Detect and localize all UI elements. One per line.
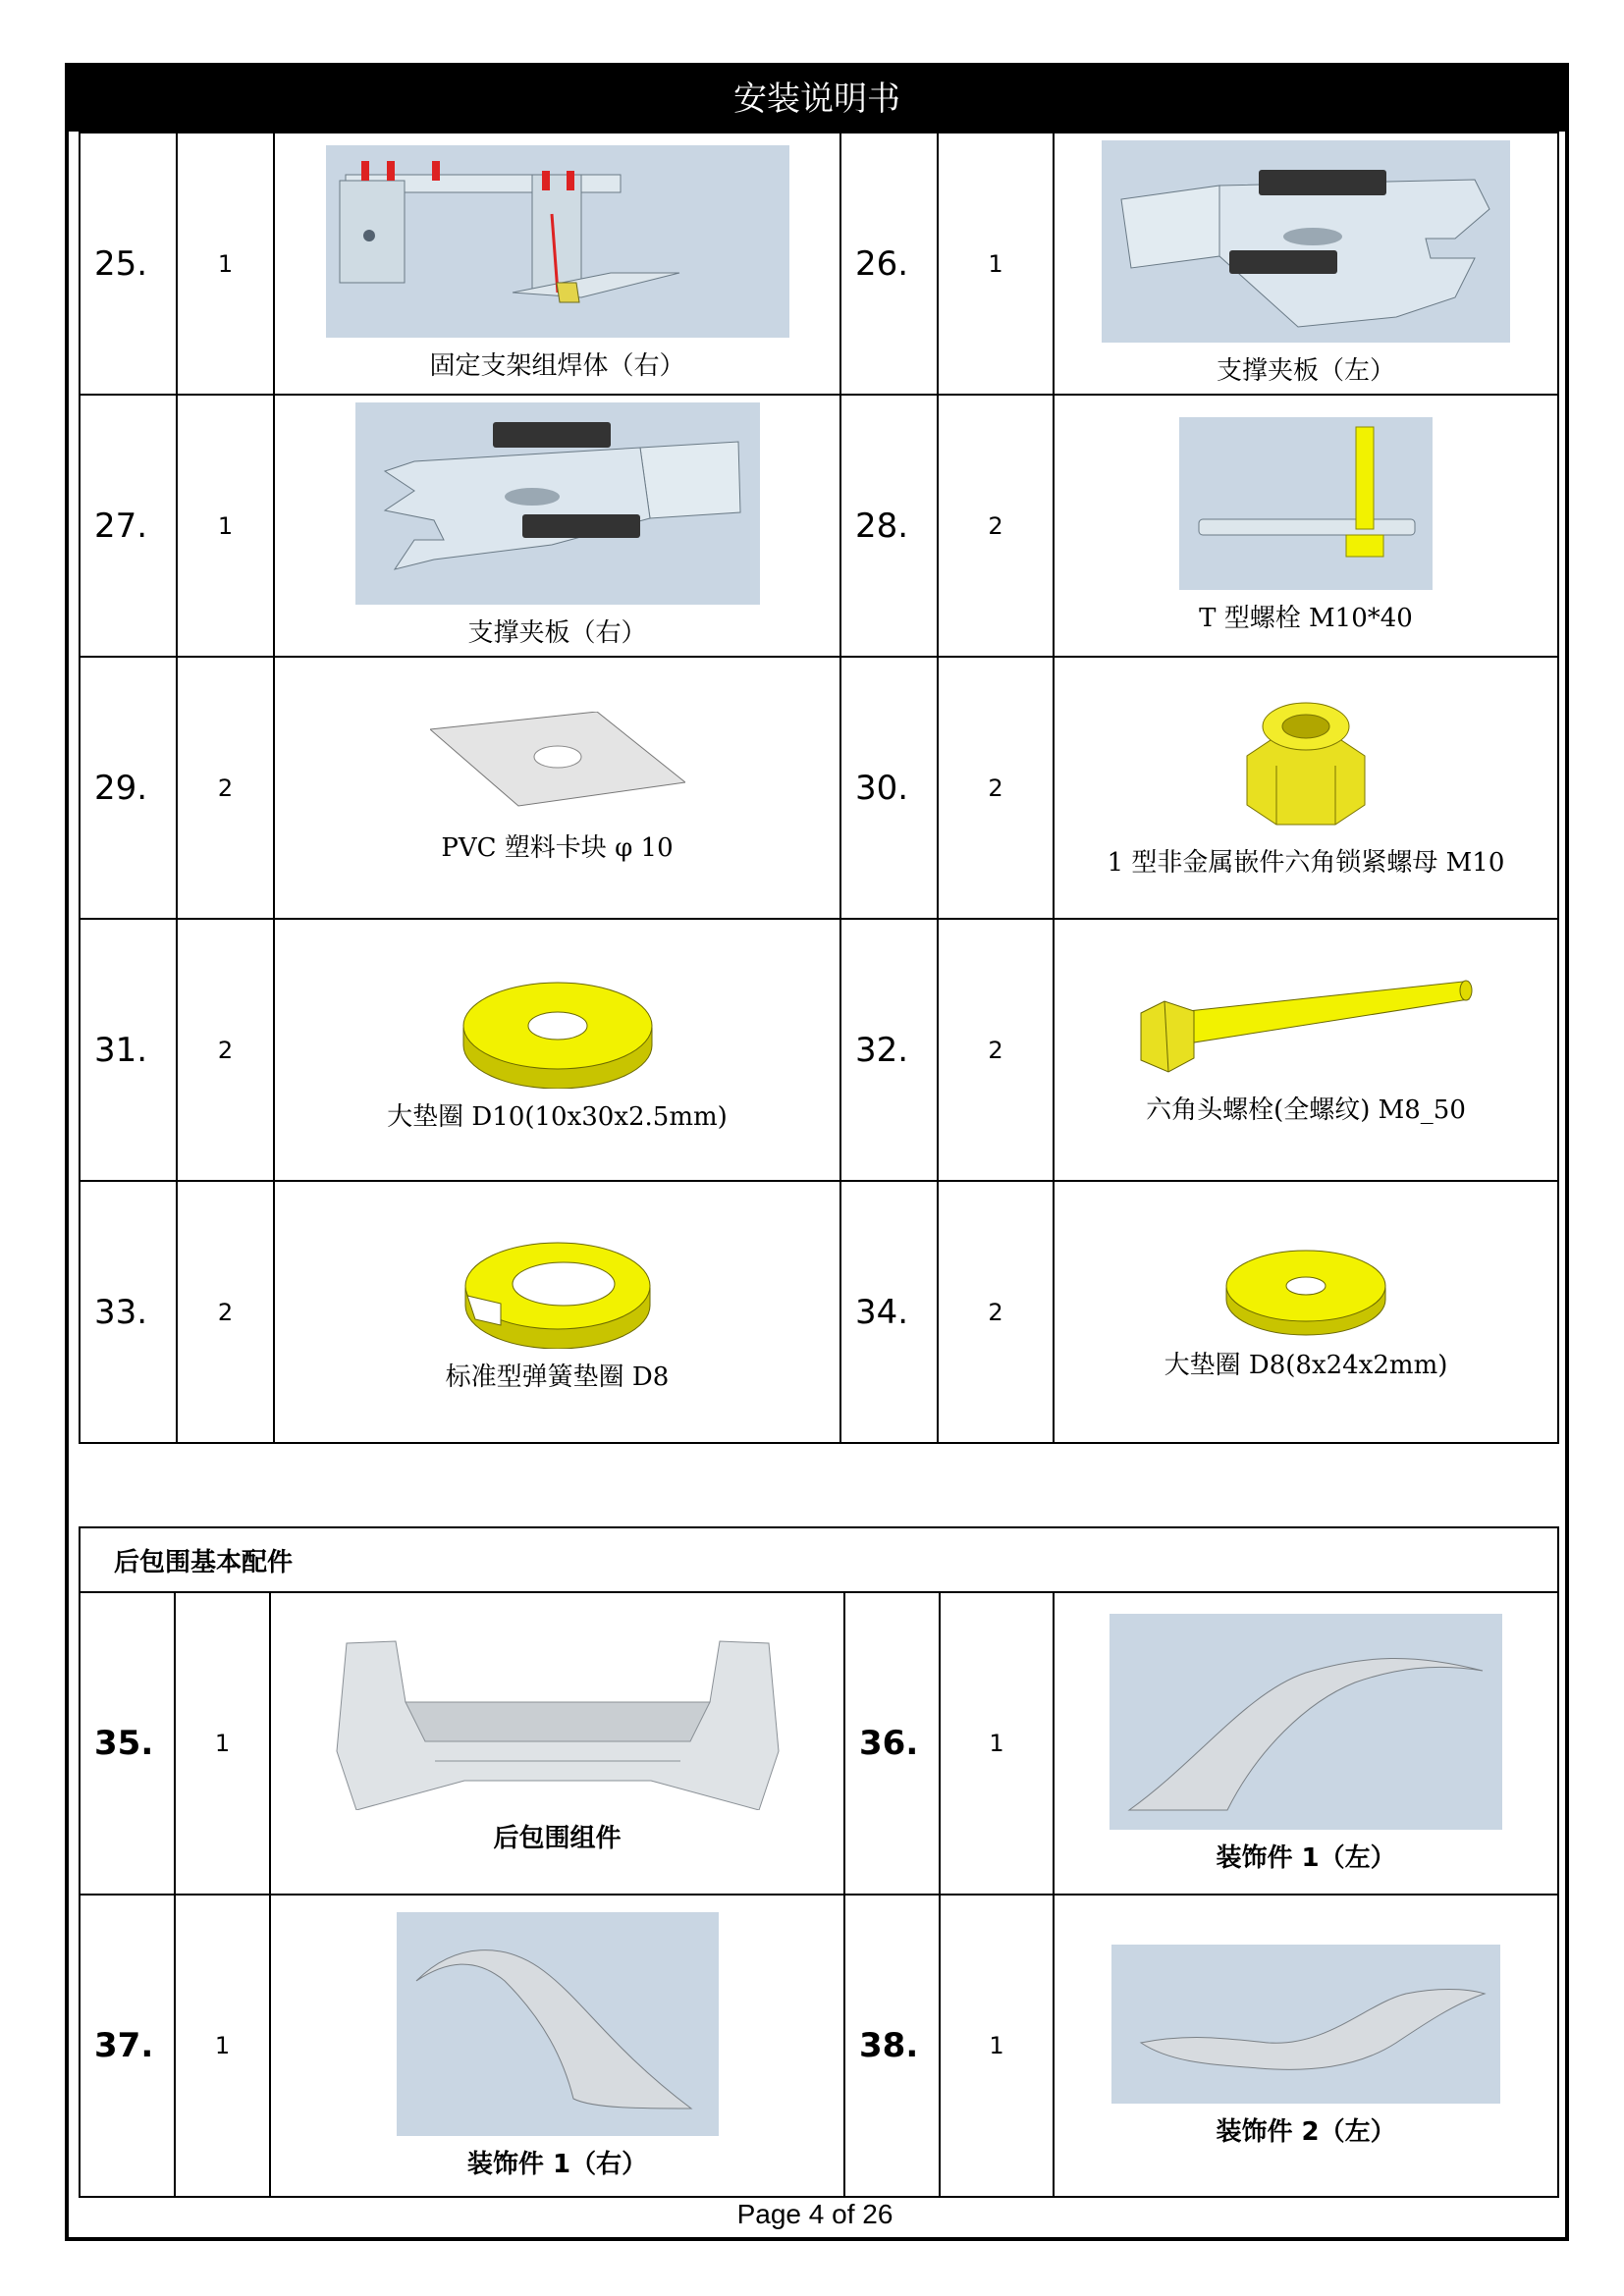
item-quantity: 1 bbox=[177, 133, 274, 395]
table-row bbox=[80, 919, 1558, 1181]
large-washer-d8-image bbox=[1222, 1243, 1389, 1337]
support-clamp-plate-right-image bbox=[355, 402, 760, 605]
fixed-bracket-weldment-image bbox=[326, 145, 789, 338]
spring-washer-d8-image bbox=[461, 1231, 654, 1349]
item-cell bbox=[274, 395, 840, 657]
item-quantity: 1 bbox=[940, 1895, 1054, 2197]
item-quantity: 2 bbox=[177, 657, 274, 919]
item-caption: 装饰件 1（左） bbox=[1216, 1842, 1396, 1873]
item-caption: 固定支架组焊体（右） bbox=[429, 351, 685, 381]
item-quantity: 1 bbox=[175, 1895, 270, 2197]
item-quantity: 2 bbox=[938, 395, 1054, 657]
pvc-plastic-clip-image bbox=[430, 712, 685, 820]
trim-piece-1-left-image bbox=[1110, 1614, 1502, 1830]
item-quantity: 2 bbox=[938, 1181, 1054, 1443]
document-title: 安装说明书 bbox=[65, 63, 1569, 132]
table-row bbox=[80, 133, 1558, 395]
table-row bbox=[80, 1592, 1558, 1895]
item-number: 29. bbox=[80, 657, 177, 919]
item-caption: 1 型非金属嵌件六角锁紧螺母 M10 bbox=[1107, 848, 1505, 878]
page-number: Page 4 of 26 bbox=[736, 2199, 893, 2229]
item-number: 30. bbox=[840, 657, 938, 919]
item-caption: 标准型弹簧垫圈 D8 bbox=[445, 1362, 670, 1392]
item-cell bbox=[1054, 133, 1558, 395]
table-row bbox=[80, 395, 1558, 657]
item-quantity: 2 bbox=[938, 919, 1054, 1181]
item-quantity: 1 bbox=[940, 1592, 1054, 1895]
item-quantity: 1 bbox=[177, 395, 274, 657]
item-quantity: 2 bbox=[938, 657, 1054, 919]
item-number: 33. bbox=[80, 1181, 177, 1443]
item-cell bbox=[1054, 657, 1558, 919]
parts-table-top bbox=[79, 132, 1559, 1444]
item-number: 26. bbox=[840, 133, 938, 395]
rear-bumper-assembly-image bbox=[327, 1633, 788, 1810]
hex-bolt-m8-image bbox=[1139, 974, 1473, 1082]
table-row bbox=[80, 1895, 1558, 2197]
trim-piece-2-left-image bbox=[1111, 1945, 1500, 2104]
table-row bbox=[80, 657, 1558, 919]
section-header-row bbox=[80, 1527, 1558, 1592]
item-cell bbox=[1054, 919, 1558, 1181]
item-caption: 大垫圈 D8(8x24x2mm) bbox=[1164, 1351, 1448, 1380]
item-number: 32. bbox=[840, 919, 938, 1181]
item-cell bbox=[270, 1895, 844, 2197]
item-cell bbox=[274, 657, 840, 919]
item-caption: 六角头螺栓(全螺纹) M8_50 bbox=[1146, 1095, 1466, 1125]
section-title: 后包围基本配件 bbox=[80, 1527, 1558, 1592]
item-number: 36. bbox=[844, 1592, 940, 1895]
item-number: 35. bbox=[80, 1592, 175, 1895]
item-caption: 支撑夹板（右） bbox=[467, 618, 647, 648]
item-cell bbox=[1054, 1592, 1558, 1895]
large-washer-d10-image bbox=[460, 967, 656, 1089]
t-bolt-image bbox=[1179, 417, 1433, 590]
item-caption: 装饰件 2（左） bbox=[1216, 2116, 1396, 2147]
item-cell bbox=[270, 1592, 844, 1895]
item-caption: 后包围组件 bbox=[493, 1823, 622, 1853]
item-cell bbox=[1054, 1895, 1558, 2197]
item-quantity: 1 bbox=[175, 1592, 270, 1895]
item-number: 27. bbox=[80, 395, 177, 657]
item-quantity: 2 bbox=[177, 1181, 274, 1443]
item-cell bbox=[1054, 1181, 1558, 1443]
item-caption: 支撑夹板（左） bbox=[1216, 356, 1395, 386]
support-clamp-plate-left-image bbox=[1102, 140, 1510, 343]
item-number: 37. bbox=[80, 1895, 175, 2197]
item-number: 34. bbox=[840, 1181, 938, 1443]
item-cell bbox=[274, 133, 840, 395]
item-number: 38. bbox=[844, 1895, 940, 2197]
item-number: 25. bbox=[80, 133, 177, 395]
item-cell bbox=[274, 919, 840, 1181]
trim-piece-1-right-image bbox=[397, 1912, 719, 2136]
table-row bbox=[80, 1181, 1558, 1443]
item-cell bbox=[274, 1181, 840, 1443]
item-caption: PVC 塑料卡块 φ 10 bbox=[441, 833, 674, 863]
parts-table-bottom bbox=[79, 1526, 1559, 2198]
item-quantity: 1 bbox=[938, 133, 1054, 395]
item-caption: 大垫圈 D10(10x30x2.5mm) bbox=[387, 1102, 728, 1132]
item-caption: 装饰件 1（右） bbox=[466, 2149, 648, 2179]
lock-nut-image bbox=[1237, 697, 1375, 834]
item-number: 31. bbox=[80, 919, 177, 1181]
item-caption: T 型螺栓 M10*40 bbox=[1199, 604, 1413, 633]
item-cell bbox=[1054, 395, 1558, 657]
item-quantity: 2 bbox=[177, 919, 274, 1181]
item-number: 28. bbox=[840, 395, 938, 657]
